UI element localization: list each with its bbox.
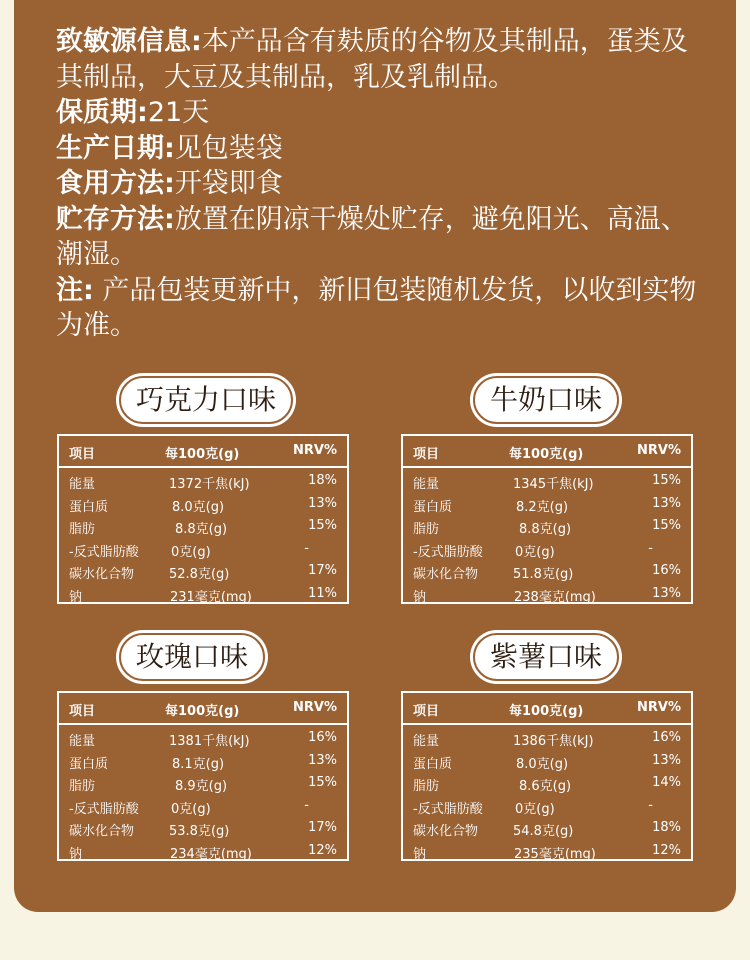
table-header [403,436,691,468]
row-value: 8.6克(g) [519,779,572,794]
row-nrv: - [304,540,309,556]
row-nrv: 15% [652,518,681,533]
note-line [56,273,706,344]
row-value: 8.8克(g) [175,522,228,537]
shelf-life-label: 保质期: [56,97,148,128]
table-row [403,797,691,820]
row-value: 1381千焦(kJ) [169,734,250,749]
table-row [403,495,691,518]
header-per100: 每100克(g) [509,704,584,719]
row-item: 钠 [69,846,83,862]
allergen-text: 本产品含有麸质的谷物及其制品，蛋类及其制品，大豆及其制品，乳及乳制品。 [56,26,688,93]
header-per100: 每100克(g) [509,447,584,462]
row-nrv: 16% [652,730,681,745]
row-item: 能量 [413,477,440,492]
row-nrv: 16% [652,563,681,578]
row-item: 蛋白质 [69,499,109,515]
row-item: 脂肪 [69,522,96,537]
row-item: 蛋白质 [413,756,453,772]
table-row [59,774,347,797]
storage-label: 贮存方法: [56,203,175,235]
nutrition-table-purple-potato [401,691,693,861]
table-row [59,729,347,752]
row-nrv: - [648,797,653,813]
table-row [403,472,691,495]
usage-label: 食用方法: [56,168,175,199]
flavor-badge-purple-potato: 紫薯口味 [473,633,619,681]
allergen-line [56,24,706,95]
row-nrv: 18% [652,820,681,835]
row-nrv: 14% [652,775,681,790]
table-row [59,752,347,775]
row-value: 8.0克(g) [516,756,569,772]
row-nrv: 18% [308,473,337,488]
row-value: 238毫克(mg) [514,589,596,605]
table-header [59,693,347,725]
header-nrv: NRV% [293,700,337,715]
nutrition-table-rose [57,691,349,861]
row-item: -反式脂肪酸 [413,801,483,817]
production-date-text: 见包装袋 [174,132,283,164]
row-value: 8.8克(g) [519,522,572,537]
shelf-life-text: 21天 [147,97,210,128]
table-row [403,819,691,842]
row-nrv: 16% [308,730,337,745]
table-row [403,774,691,797]
table-row [403,562,691,585]
row-item: 脂肪 [69,779,96,794]
flavor-badge-chocolate: 巧克力口味 [119,376,293,424]
storage-text: 放置在阴凉干燥处贮存，避免阳光、高温、潮湿。 [56,203,688,270]
table-row [403,540,691,563]
header-item: 项目 [413,704,440,719]
row-value: 0克(g) [515,544,555,560]
header-nrv: NRV% [637,443,681,458]
row-value: 8.9克(g) [175,779,228,794]
nutrition-table-chocolate [57,434,349,604]
row-value: 0克(g) [171,801,211,817]
table-row [59,797,347,820]
row-item: 碳水化合物 [413,824,479,839]
row-nrv: 13% [308,752,337,768]
row-nrv: 17% [308,563,337,578]
header-nrv: NRV% [637,700,681,715]
production-date-line [56,131,706,167]
row-item: -反式脂肪酸 [413,544,483,560]
header-per100: 每100克(g) [165,447,240,462]
row-item: 能量 [413,734,440,749]
table-row [403,752,691,775]
table-row [403,517,691,540]
row-value: 1386千焦(kJ) [513,734,594,749]
row-value: 0克(g) [515,801,555,817]
nutrition-table-milk [401,434,693,604]
table-row [59,819,347,842]
row-item: 脂肪 [413,522,440,537]
table-row [59,842,347,865]
table-row [403,585,691,608]
row-nrv: 13% [652,752,681,768]
row-nrv: - [304,797,309,813]
row-item: 碳水化合物 [413,567,479,582]
table-row [403,729,691,752]
row-value: 8.0克(g) [172,499,225,515]
row-item: -反式脂肪酸 [69,801,139,817]
row-value: 1372千焦(kJ) [169,477,250,492]
row-value: 8.2克(g) [516,499,569,515]
header-per100: 每100克(g) [165,704,240,719]
flavor-badge-milk: 牛奶口味 [473,376,619,424]
row-item: 钠 [413,846,427,862]
row-value: 231毫克(mg) [170,589,252,605]
row-value: 8.1克(g) [172,756,225,772]
row-item: 钠 [413,589,427,605]
table-row [59,585,347,608]
row-nrv: 13% [652,585,681,601]
row-item: 碳水化合物 [69,567,135,582]
row-value: 1345千焦(kJ) [513,477,594,492]
table-row [59,540,347,563]
row-nrv: 15% [652,473,681,488]
note-text: 产品包装更新中，新旧包装随机发货，以收到实物为准。 [56,274,697,341]
row-item: 碳水化合物 [69,824,135,839]
row-item: 能量 [69,477,96,492]
table-header [403,693,691,725]
storage-line [56,202,706,273]
row-nrv: 13% [652,495,681,511]
row-nrv: 15% [308,775,337,790]
header-item: 项目 [69,447,96,462]
table-row [403,842,691,865]
row-nrv: - [648,540,653,556]
row-nrv: 13% [308,495,337,511]
table-row [59,472,347,495]
production-date-label: 生产日期: [56,132,175,164]
row-nrv: 12% [308,842,337,858]
table-row [59,517,347,540]
flavor-badge-rose: 玫瑰口味 [119,633,265,681]
header-nrv: NRV% [293,443,337,458]
usage-text: 开袋即食 [174,168,283,199]
row-nrv: 12% [652,842,681,858]
row-value: 234毫克(mg) [170,846,252,862]
row-item: -反式脂肪酸 [69,544,139,560]
header-item: 项目 [69,704,96,719]
shelf-life-line [56,95,706,131]
row-item: 蛋白质 [413,499,453,515]
row-value: 53.8克(g) [169,824,230,839]
usage-line [56,166,706,202]
header-item: 项目 [413,447,440,462]
row-nrv: 11% [308,585,337,601]
row-value: 235毫克(mg) [514,846,596,862]
row-value: 0克(g) [171,544,211,560]
row-item: 钠 [69,589,83,605]
row-item: 能量 [69,734,96,749]
allergen-label: 致敏源信息: [56,26,202,57]
product-info [56,24,706,344]
row-value: 52.8克(g) [169,567,230,582]
table-row [59,562,347,585]
row-nrv: 15% [308,518,337,533]
row-value: 54.8克(g) [513,824,574,839]
row-item: 蛋白质 [69,756,109,772]
table-row [59,495,347,518]
table-header [59,436,347,468]
row-item: 脂肪 [413,779,440,794]
row-value: 51.8克(g) [513,567,574,582]
row-nrv: 17% [308,820,337,835]
note-label: 注: [56,274,94,306]
